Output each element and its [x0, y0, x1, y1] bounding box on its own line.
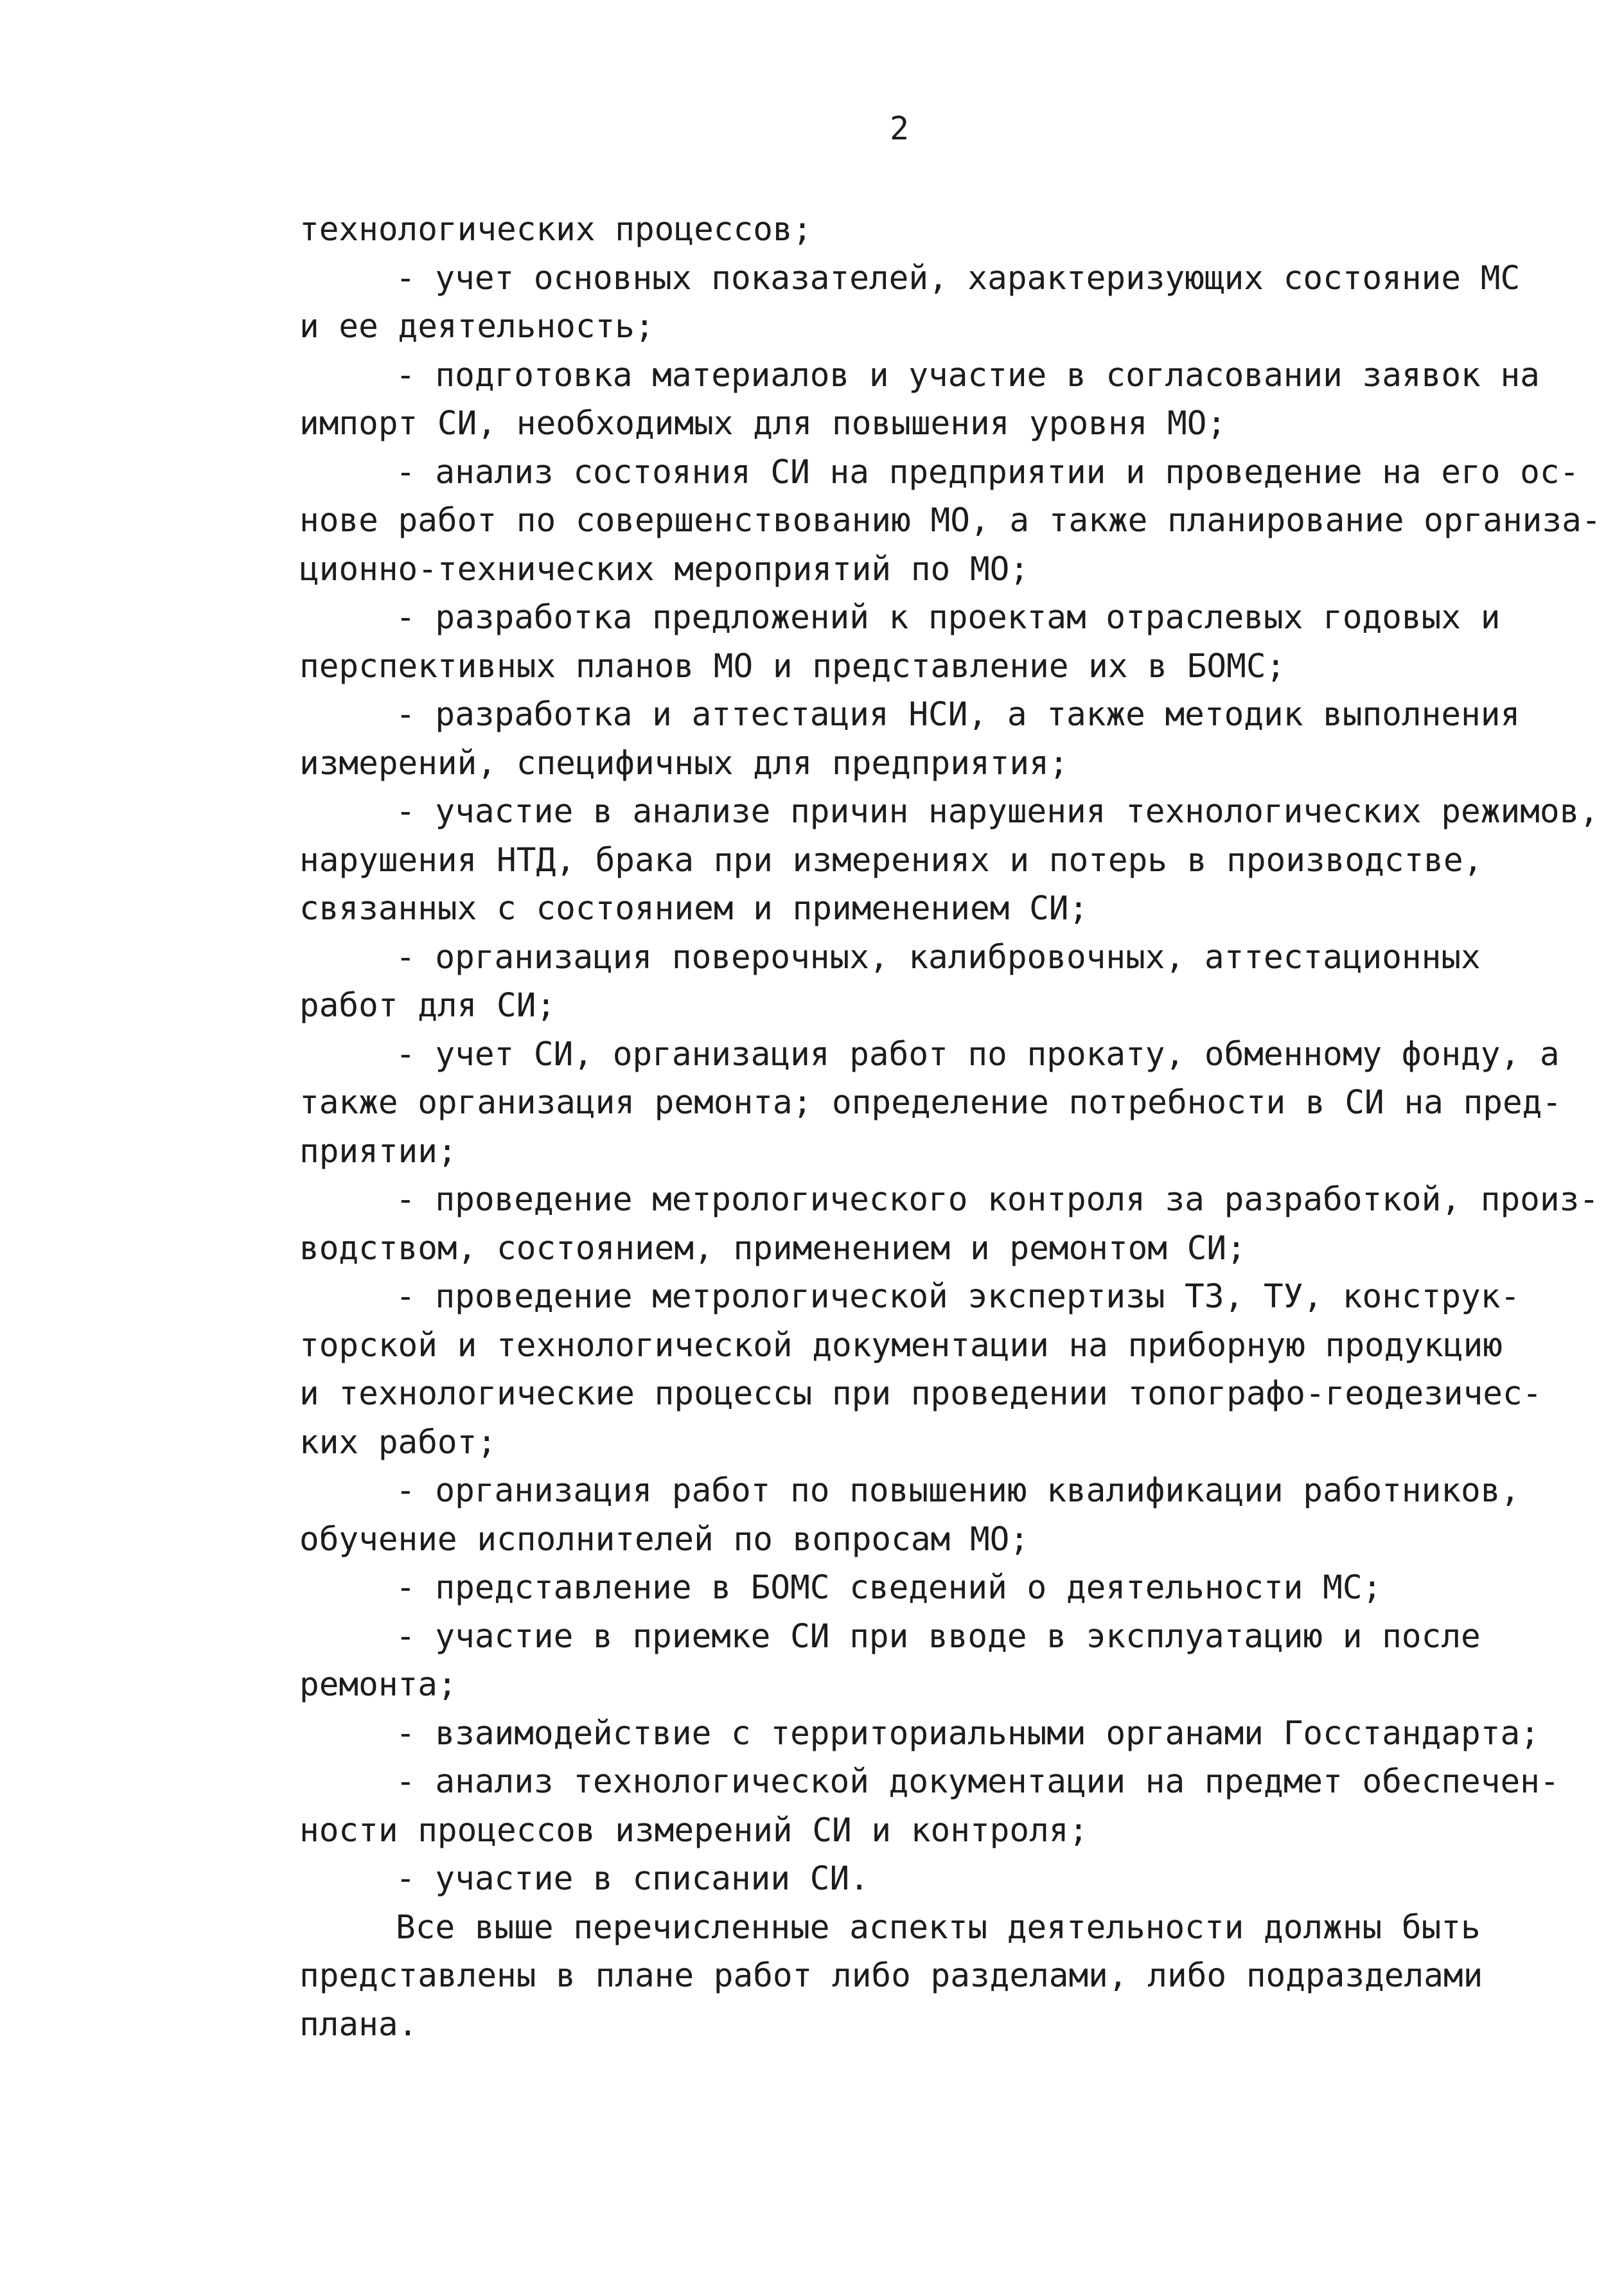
text-line: связанных с состоянием и применением СИ;	[299, 890, 1089, 928]
text-line: технологических процессов;	[299, 211, 813, 249]
text-line: измерений, специфичных для предприятия;	[299, 744, 1069, 783]
text-line: плана.	[299, 2005, 418, 2044]
text-line: перспективных планов МО и представление их в БОМС;	[299, 647, 1286, 686]
text-line: - разработка и аттестация НСИ, а также методик выполнения	[396, 696, 1521, 734]
text-line: Все выше перечисленные аспекты деятельности должны быть	[396, 1908, 1481, 1947]
text-line: - проведение метрологического контроля за разработкой, произ-	[396, 1181, 1599, 1219]
page-number: 2	[890, 110, 911, 147]
text-line: ремонта;	[299, 1666, 457, 1704]
text-line: - разработка предложений к проектам отраслевых годовых и	[396, 599, 1501, 637]
text-line: ности процессов измерений СИ и контроля;	[299, 1811, 1089, 1850]
text-line: - организация поверочных, калибровочных, аттестационных	[396, 938, 1481, 977]
text-line: - анализ технологической документации на предмет обеспечен-	[396, 1763, 1560, 1801]
text-line: приятии;	[299, 1132, 457, 1171]
text-line: обучение исполнителей по вопросам МО;	[299, 1520, 1030, 1559]
text-line: - участие в списании СИ.	[396, 1860, 869, 1898]
text-line: - подготовка материалов и участие в согласовании заявок на	[396, 356, 1540, 394]
text-line: ционно-технических мероприятий по МО;	[299, 550, 1030, 589]
text-line: ких работ;	[299, 1423, 497, 1462]
text-line: - учет основных показателей, характеризующих состояние МС	[396, 259, 1521, 297]
text-line: нове работ по совершенствованию МО, а также планирование организа-	[299, 502, 1602, 540]
text-line: и ее деятельность;	[299, 308, 655, 346]
text-line: - организация работ по повышению квалификации работников,	[396, 1472, 1521, 1510]
text-line: водством, состоянием, применением и ремонтом СИ;	[299, 1229, 1246, 1268]
text-line: - анализ состояния СИ на предприятии и проведение на его ос-	[396, 453, 1580, 491]
text-line: торской и технологической документации на приборную продукцию	[299, 1326, 1503, 1365]
text-line: и технологические процессы при проведении топографо-геодезичес-	[299, 1375, 1542, 1413]
text-line: - представление в БОМС сведений о деятельности МС;	[396, 1569, 1382, 1607]
text-line: - участие в анализе причин нарушения технологических режимов,	[396, 793, 1599, 831]
text-line: представлены в плане работ либо разделами, либо подразделами	[299, 1957, 1483, 1995]
text-line: работ для СИ;	[299, 987, 556, 1025]
text-line: нарушения НТД, брака при измерениях и потерь в производстве,	[299, 841, 1483, 880]
text-line: также организация ремонта; определение потребности в СИ на пред-	[299, 1084, 1562, 1122]
text-line: - проведение метрологической экспертизы ТЗ, ТУ, конструк-	[396, 1278, 1521, 1316]
text-line: - учет СИ, организация работ по прокату, обменному фонду, а	[396, 1035, 1560, 1074]
text-line: - участие в приемке СИ при вводе в эксплуатацию и после	[396, 1617, 1481, 1656]
document-body	[299, 206, 1602, 2049]
text-line: - взаимодействие с территориальными органами Госстандарта;	[396, 1714, 1540, 1753]
text-line: импорт СИ, необходимых для повышения уровня МО;	[299, 405, 1227, 443]
